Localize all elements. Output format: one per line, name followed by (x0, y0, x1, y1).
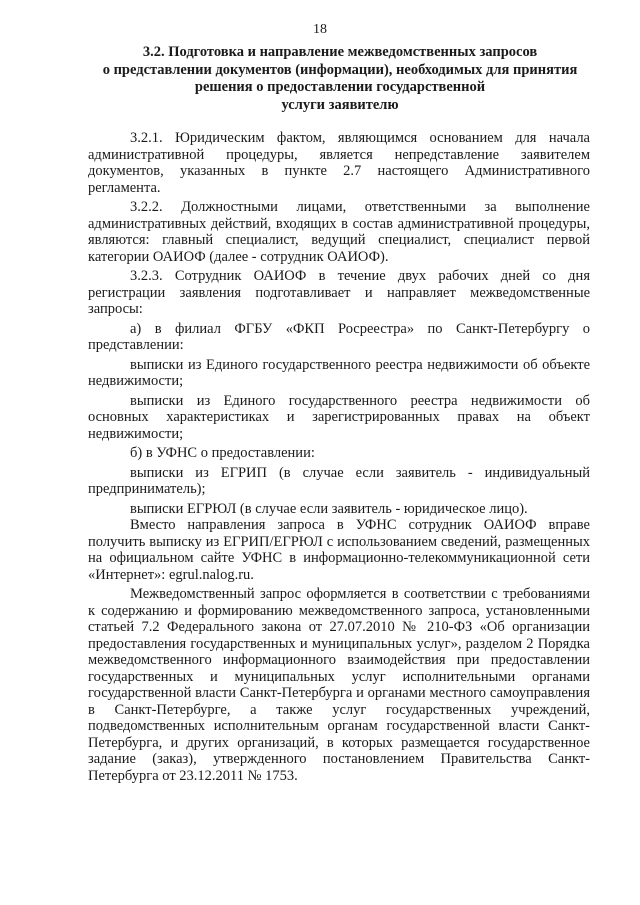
heading-line: о представлении документов (информации), необходимых для принятия (102, 61, 578, 78)
page-number: 18 (313, 22, 327, 37)
paragraph-3-2-1: 3.2.1. Юридическим фактом, являющимся основанием для начала административной процедуры, является непредставление заявителем документов, указанных в пункте 2.7 настоящего Административного регламента. (88, 130, 590, 196)
paragraph-egrn-rights: выписки из Единого государственного реестра недвижимости об основных характеристиках и зарегистрированных правах на объект недвижимости; (88, 392, 590, 442)
heading-line: услуги заявителю (281, 96, 399, 113)
paragraph-request-form: Межведомственный запрос оформляется в соответствии с требованиями к содержанию и формированию межведомственного запроса, установленными статьей 7.2 Федерального закона от 27.07.2010 № 210-ФЗ «Об организации предоставления государственных и муниципальных услуг», разделом 2 Порядка межведомственного информационного взаимодействия при предоставлении государственных и муниципальных услуг исполнительными органами государственной власти Санкт-Петербурга и органами местного самоуправления в Санкт-Петербурге, а также услуг государственных учреждений, подведомственных исполнительным органам государственной власти Санкт-Петербурга, и других организаций, в которых размещается государственное задание (заказ), утвержденного постановлением Правительства Санкт-Петербурга от 23.12.2011 № 1753. (88, 586, 590, 784)
document-body (88, 130, 590, 784)
paragraph-instead-of-request: Вместо направления запроса в УФНС сотрудник ОАИОФ вправе получить выписку из ЕГРИП/ЕГРЮЛ с использованием сведений, размещенных на официальном сайте УФНС в информационно-телекоммуникационной сети «Интернет»: egrul.nalog.ru. (88, 517, 590, 583)
paragraph-item-b: б) в УФНС о предоставлении: (130, 445, 315, 461)
paragraph-egrn-object: выписки из Единого государственного реестра недвижимости об объекте недвижимости; (88, 356, 590, 389)
paragraph-item-a: а) в филиал ФГБУ «ФКП Росреестра» по Санкт-Петербургу о представлении: (88, 320, 590, 353)
paragraph-3-2-2: 3.2.2. Должностными лицами, ответственными за выполнение административных действий, входящих в состав административной процедуры, являются: главный специалист, ведущий специалист, специалист первой категории ОАИОФ (далее - сотрудник ОАИОФ). (88, 199, 590, 265)
paragraph-egrul: выписки ЕГРЮЛ (в случае если заявитель - юридическое лицо). (130, 500, 528, 517)
heading-line: решения о предоставлении государственной (194, 79, 486, 95)
section-heading (90, 44, 590, 114)
paragraph-egrip: выписки из ЕГРИП (в случае если заявитель - индивидуальный предприниматель); (88, 464, 590, 497)
heading-line: 3.2. Подготовка и направление межведомственных запросов (142, 44, 538, 60)
paragraph-3-2-3: 3.2.3. Сотрудник ОАИОФ в течение двух рабочих дней со дня регистрации заявления подготавливает и направляет межведомственные запросы: (88, 268, 590, 317)
